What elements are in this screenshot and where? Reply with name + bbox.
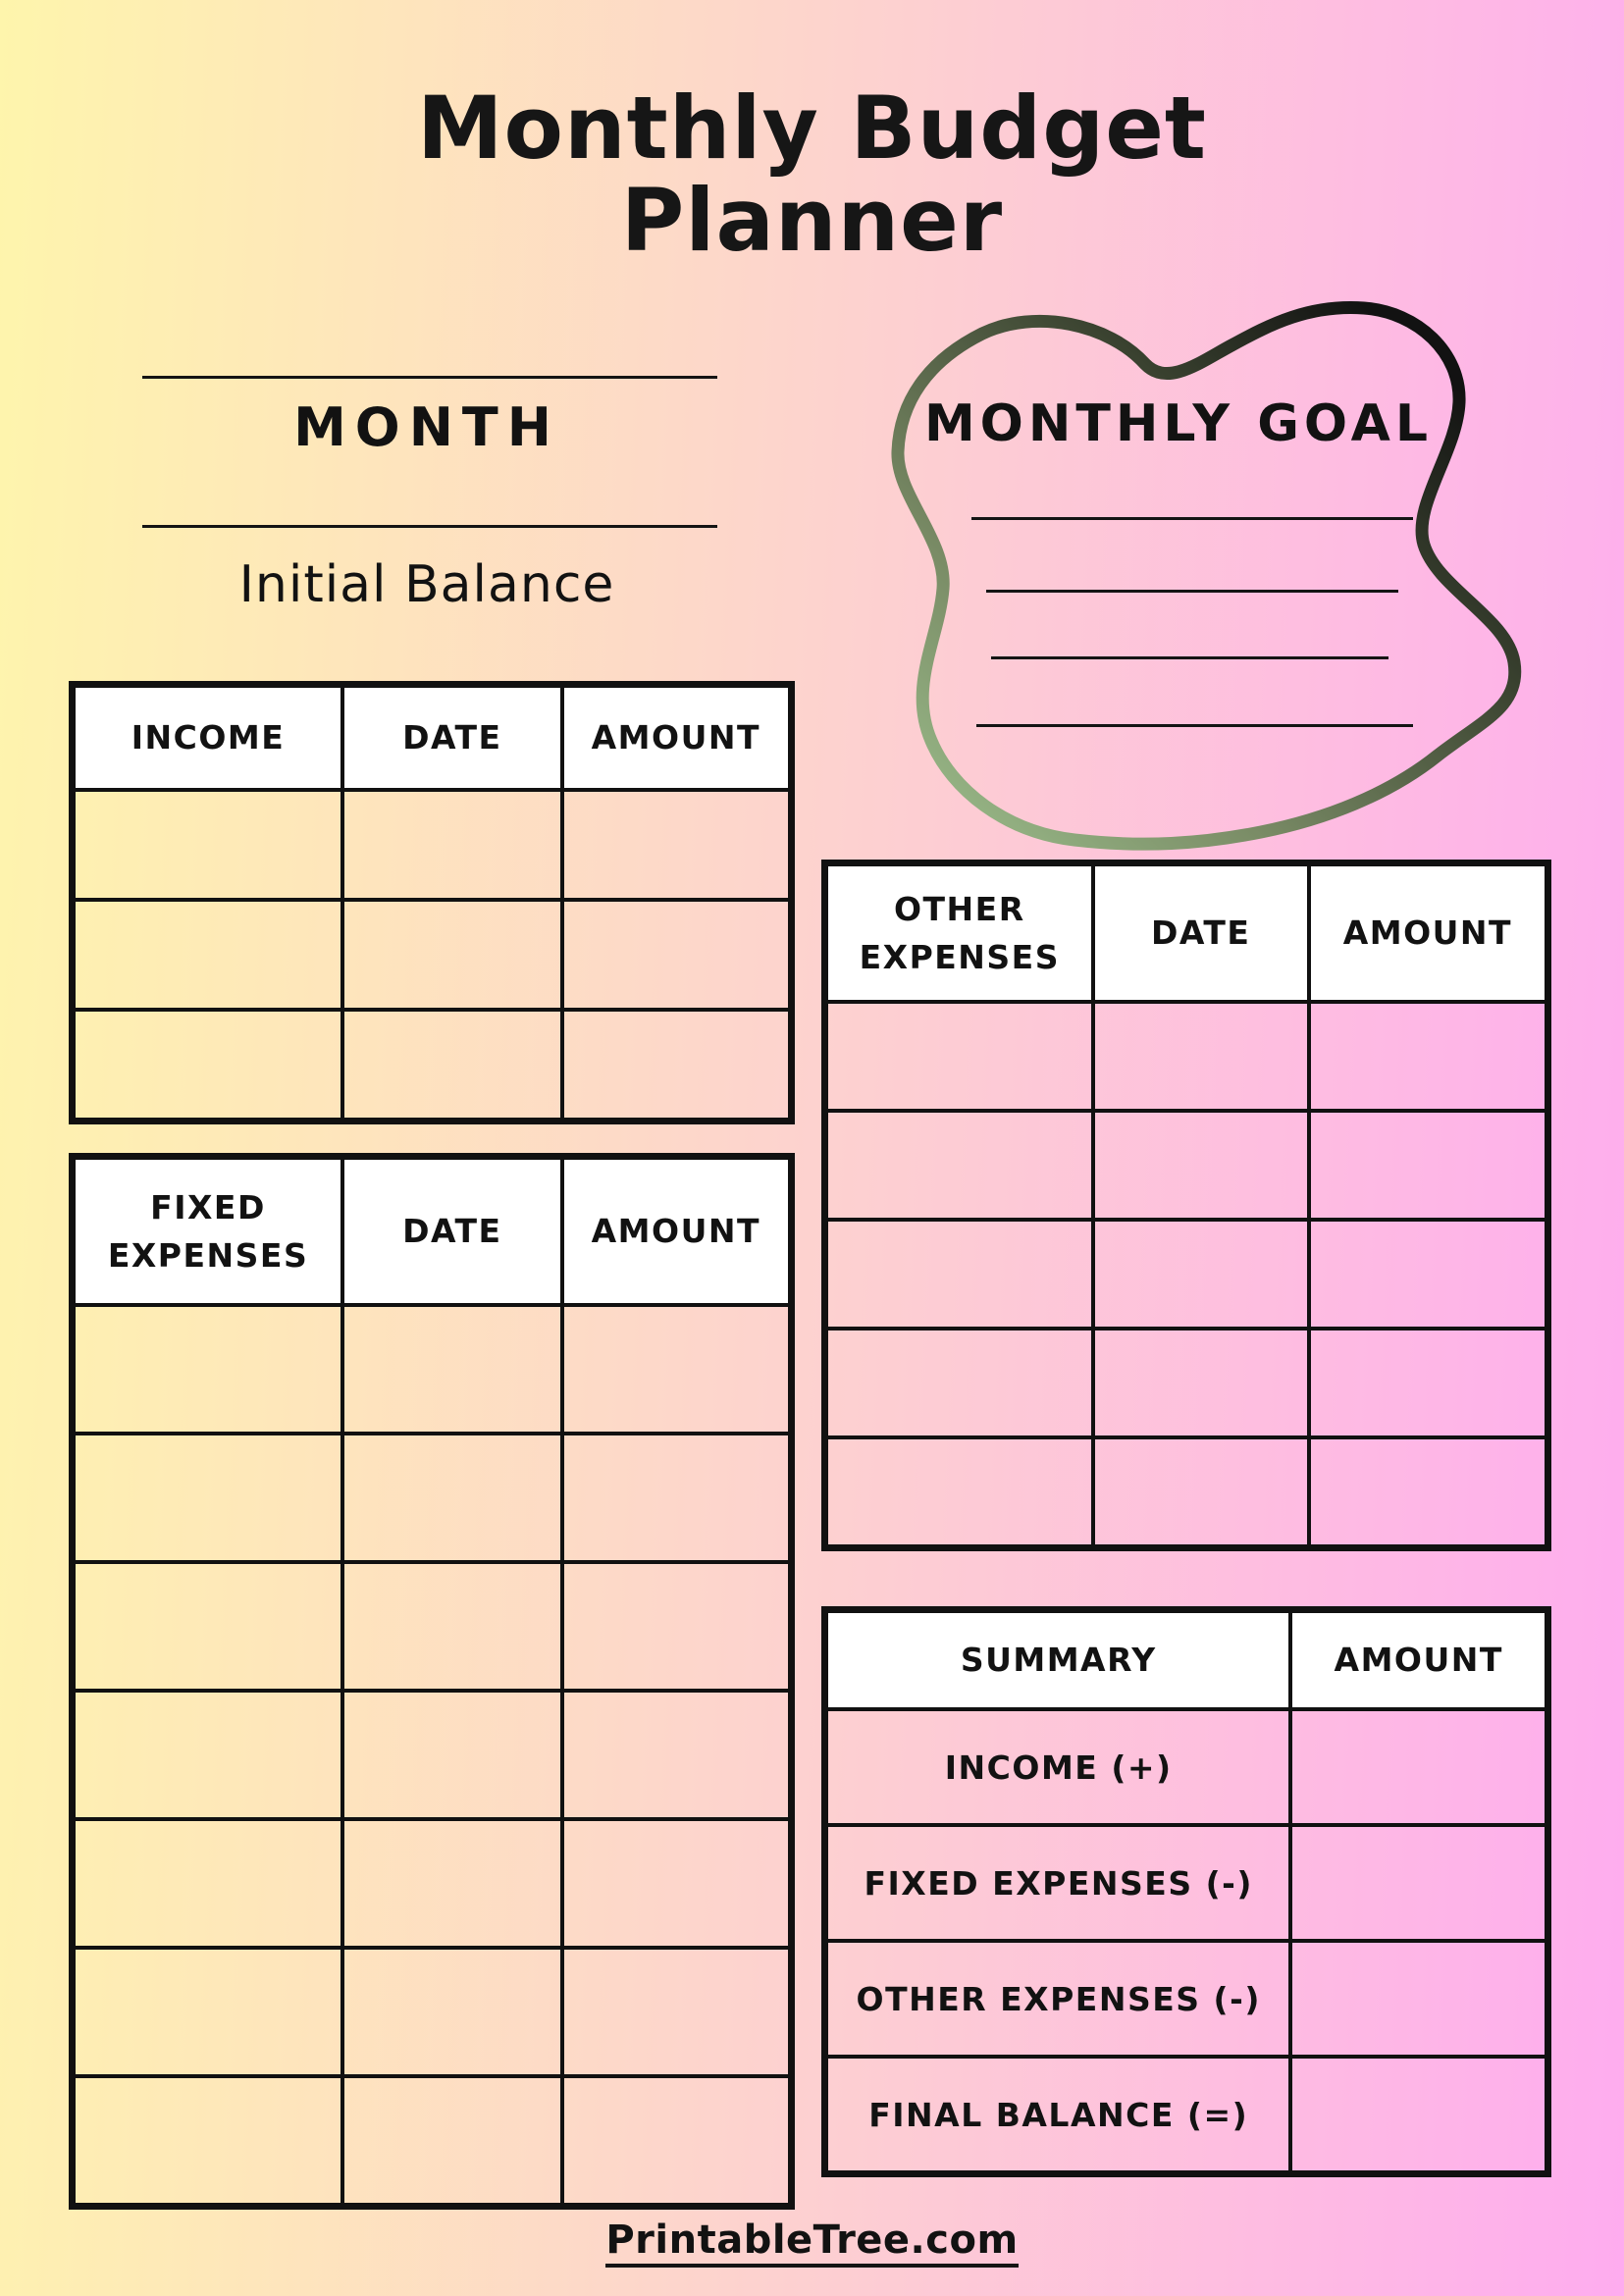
summary-header-cell: SUMMARY <box>826 1611 1290 1709</box>
empty-cell <box>342 1819 562 1948</box>
goal-write-line <box>976 724 1413 727</box>
empty-cell <box>1309 1111 1546 1220</box>
empty-cell <box>1093 1329 1309 1437</box>
initial-balance-write-line <box>142 525 717 528</box>
empty-cell <box>1093 1002 1309 1111</box>
income-header-cell: INCOME <box>74 686 342 790</box>
empty-cell <box>342 1948 562 2076</box>
empty-cell <box>1290 1825 1546 1941</box>
goal-write-line <box>986 590 1398 593</box>
empty-cell <box>1093 1437 1309 1546</box>
footer-link[interactable]: PrintableTree.com <box>605 2218 1018 2268</box>
summary-row-other-expenses: OTHER EXPENSES (-) <box>826 1941 1290 2057</box>
date-header-cell: DATE <box>342 686 562 790</box>
fixed-expenses-table <box>69 1153 795 2210</box>
empty-cell <box>1309 1329 1546 1437</box>
amount-header-cell: AMOUNT <box>562 686 790 790</box>
empty-cell <box>826 1220 1093 1329</box>
monthly-goal-box <box>878 294 1526 854</box>
empty-cell <box>826 1002 1093 1111</box>
empty-cell <box>562 790 790 900</box>
empty-cell <box>342 1010 562 1120</box>
empty-cell <box>562 1691 790 1819</box>
month-label: MONTH <box>293 396 560 458</box>
date-header-cell: DATE <box>1093 864 1309 1002</box>
amount-header-cell: AMOUNT <box>562 1158 790 1305</box>
empty-cell <box>342 790 562 900</box>
empty-cell <box>1309 1437 1546 1546</box>
other-expenses-table <box>821 860 1551 1551</box>
empty-cell <box>562 900 790 1010</box>
empty-cell <box>562 1305 790 1434</box>
monthly-goal-title: MONTHLY GOAL <box>923 394 1434 453</box>
empty-cell <box>74 1562 342 1691</box>
summary-table <box>821 1606 1551 2177</box>
initial-balance-label: Initial Balance <box>238 555 615 614</box>
empty-cell <box>74 900 342 1010</box>
empty-cell <box>74 1434 342 1562</box>
empty-cell <box>342 2076 562 2205</box>
empty-cell <box>342 900 562 1010</box>
date-header-cell: DATE <box>342 1158 562 1305</box>
footer <box>0 2218 1624 2268</box>
empty-cell <box>562 1819 790 1948</box>
empty-cell <box>342 1562 562 1691</box>
empty-cell <box>562 1010 790 1120</box>
empty-cell <box>1290 1941 1546 2057</box>
summary-row-final-balance: FINAL BALANCE (=) <box>826 2057 1290 2172</box>
summary-row-income: INCOME (+) <box>826 1709 1290 1825</box>
summary-row-fixed-expenses: FIXED EXPENSES (-) <box>826 1825 1290 1941</box>
empty-cell <box>74 1691 342 1819</box>
other-expenses-header-cell: OTHER EXPENSES <box>826 864 1093 1002</box>
empty-cell <box>562 1948 790 2076</box>
fixed-expenses-header-cell: FIXED EXPENSES <box>74 1158 342 1305</box>
empty-cell <box>74 1819 342 1948</box>
empty-cell <box>342 1434 562 1562</box>
empty-cell <box>826 1437 1093 1546</box>
empty-cell <box>562 1562 790 1691</box>
empty-cell <box>74 790 342 900</box>
empty-cell <box>342 1305 562 1434</box>
month-write-line-top <box>142 376 717 379</box>
empty-cell <box>342 1691 562 1819</box>
page-title-line1: Monthly Budget <box>416 78 1207 179</box>
empty-cell <box>1309 1220 1546 1329</box>
empty-cell <box>74 2076 342 2205</box>
amount-header-cell: AMOUNT <box>1309 864 1546 1002</box>
empty-cell <box>1309 1002 1546 1111</box>
empty-cell <box>826 1329 1093 1437</box>
empty-cell <box>1290 1709 1546 1825</box>
page-title <box>0 78 1624 272</box>
empty-cell <box>1093 1111 1309 1220</box>
empty-cell <box>562 1434 790 1562</box>
empty-cell <box>562 2076 790 2205</box>
empty-cell <box>74 1948 342 2076</box>
goal-blob-outline-icon <box>878 294 1526 854</box>
goal-write-line <box>991 656 1388 659</box>
empty-cell <box>74 1305 342 1434</box>
empty-cell <box>1093 1220 1309 1329</box>
empty-cell <box>826 1111 1093 1220</box>
income-table <box>69 681 795 1124</box>
goal-write-line <box>971 517 1413 520</box>
empty-cell <box>1290 2057 1546 2172</box>
empty-cell <box>74 1010 342 1120</box>
amount-header-cell: AMOUNT <box>1290 1611 1546 1709</box>
page-title-line2: Planner <box>620 170 1004 272</box>
